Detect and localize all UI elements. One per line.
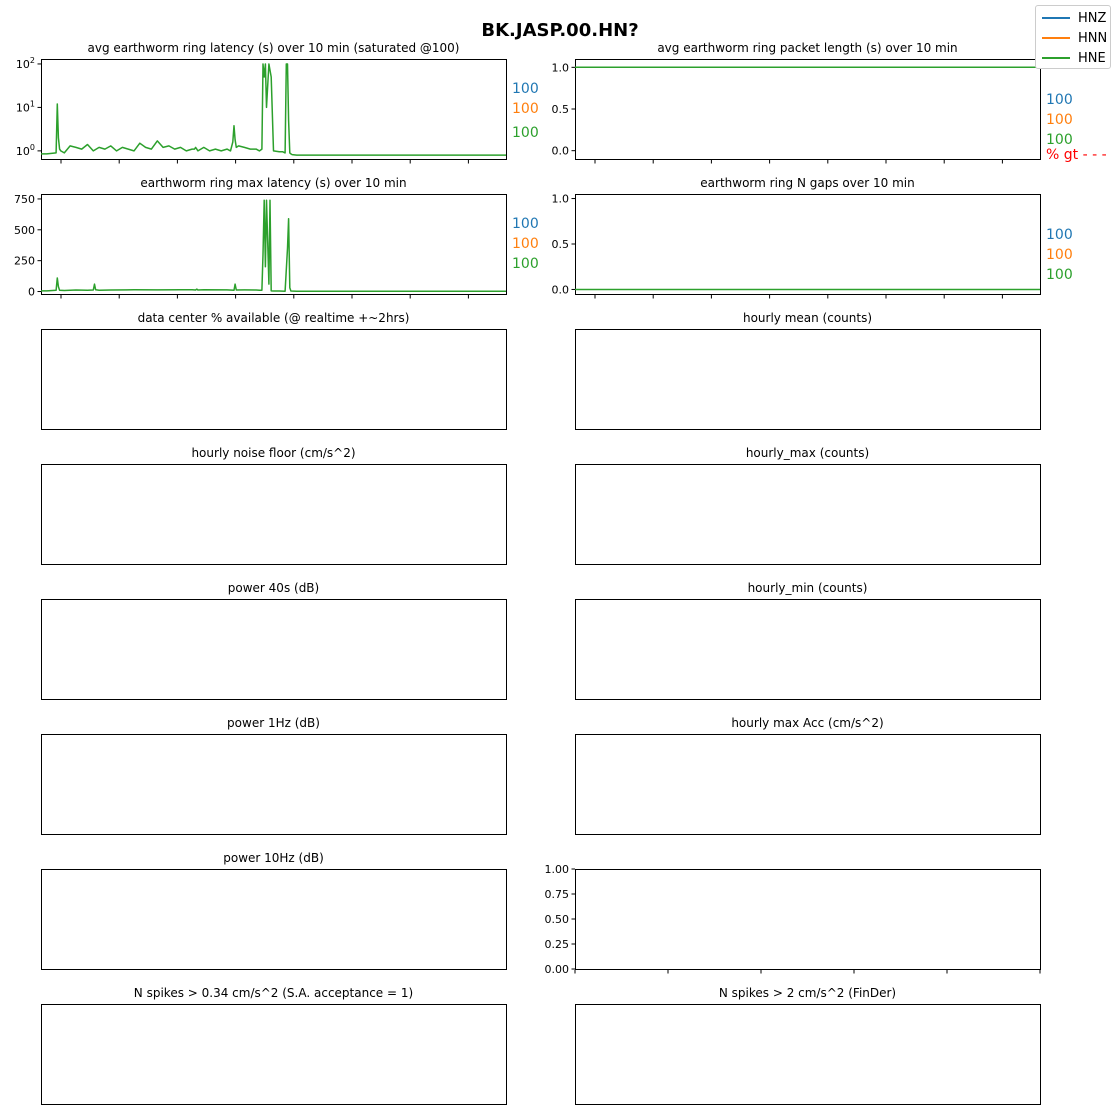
y-tick-label: 0.00 bbox=[544, 963, 569, 976]
panel-6 bbox=[576, 311, 1041, 430]
plot-frame bbox=[42, 1005, 507, 1105]
right-annotation: 100 bbox=[512, 236, 539, 252]
panel-title: power 1Hz (dB) bbox=[227, 716, 320, 730]
panel-9 bbox=[42, 581, 507, 700]
plot-frame bbox=[42, 870, 507, 970]
y-tick-label: 250 bbox=[14, 254, 35, 268]
y-tick-label: $10^2$ bbox=[15, 55, 35, 71]
plot-frame bbox=[42, 195, 507, 295]
panel-title: hourly max Acc (cm/s^2) bbox=[731, 716, 884, 730]
panel-8 bbox=[576, 446, 1041, 565]
panel-title: hourly_max (counts) bbox=[745, 446, 870, 460]
panel-title: avg earthworm ring packet length (s) over 10 min bbox=[657, 41, 958, 55]
panel-5 bbox=[42, 311, 507, 430]
panel-12 bbox=[576, 716, 1041, 835]
y-tick-label: 0.0 bbox=[551, 283, 569, 297]
y-tick-label: 0.75 bbox=[544, 888, 569, 901]
panel-4 bbox=[552, 176, 1073, 299]
right-annotation: 100 bbox=[512, 125, 539, 141]
plot-frame bbox=[42, 465, 507, 565]
y-tick-label: 0.25 bbox=[544, 938, 569, 951]
y-tick-label: 0.5 bbox=[551, 103, 569, 116]
panel-3 bbox=[14, 176, 539, 299]
panel-10 bbox=[576, 581, 1041, 700]
right-annotation: 100 bbox=[512, 101, 539, 117]
legend bbox=[1035, 5, 1111, 69]
panels bbox=[14, 41, 1107, 1105]
panel-title: earthworm ring N gaps over 10 min bbox=[700, 176, 915, 190]
plot-frame bbox=[576, 465, 1041, 565]
right-annotation: 100 bbox=[1046, 227, 1073, 243]
legend-line-hnn bbox=[1042, 37, 1070, 39]
series-line-hne bbox=[41, 200, 506, 291]
panel-title: hourly_min (counts) bbox=[747, 581, 868, 595]
plot-frame bbox=[42, 600, 507, 700]
y-tick-label: 750 bbox=[14, 192, 35, 206]
right-annotation: 100 bbox=[1046, 92, 1073, 108]
panel-title: N spikes > 0.34 cm/s^2 (S.A. acceptance = 1) bbox=[133, 986, 414, 1000]
y-tick-label: 1.0 bbox=[551, 192, 569, 206]
legend-label-hnz: HNZ bbox=[1078, 10, 1107, 26]
right-annotation: 100 bbox=[512, 216, 539, 232]
plot-frame bbox=[576, 1005, 1041, 1105]
panel-title: power 40s (dB) bbox=[227, 581, 320, 595]
y-tick-label: 0.50 bbox=[544, 913, 569, 926]
panel-14 bbox=[545, 863, 1041, 976]
panel-15 bbox=[42, 986, 507, 1105]
plot-frame bbox=[576, 735, 1041, 835]
y-tick-label: 1.00 bbox=[544, 863, 569, 876]
plot-frame bbox=[42, 330, 507, 430]
plot-frame bbox=[576, 600, 1041, 700]
panel-13 bbox=[42, 851, 507, 970]
right-annotation: 100 bbox=[1046, 267, 1073, 283]
right-annotation: 100 bbox=[1046, 247, 1073, 263]
panel-11 bbox=[42, 716, 507, 835]
y-tick-label: $10^0$ bbox=[15, 142, 35, 158]
legend-line-hne bbox=[1042, 57, 1070, 59]
y-tick-label: 500 bbox=[14, 223, 35, 237]
right-annotation: 100 bbox=[1046, 112, 1073, 128]
series-line-hne bbox=[41, 64, 506, 155]
y-tick-label: 0.5 bbox=[551, 238, 569, 251]
plot-frame bbox=[576, 195, 1041, 295]
panel-title: hourly mean (counts) bbox=[742, 311, 873, 325]
panel-title: data center % available (@ realtime +~2hrs) bbox=[137, 311, 410, 325]
right-annotation: % gt - - - bbox=[1046, 147, 1107, 163]
y-tick-label: $10^1$ bbox=[15, 99, 35, 115]
plot-frame bbox=[576, 870, 1041, 970]
legend-line-hnz bbox=[1042, 17, 1070, 19]
panel-7 bbox=[42, 446, 507, 565]
panel-1 bbox=[16, 41, 539, 164]
legend-label-hnn: HNN bbox=[1078, 30, 1108, 46]
y-tick-label: 1.0 bbox=[551, 61, 569, 75]
legend-item-hne bbox=[1042, 49, 1106, 67]
right-annotation: 100 bbox=[512, 256, 539, 272]
legend-item-hnz bbox=[1042, 9, 1106, 27]
y-tick-label: 0.0 bbox=[551, 144, 569, 158]
right-annotation: 100 bbox=[1046, 132, 1073, 148]
legend-label-hne: HNE bbox=[1078, 50, 1106, 66]
plot-frame bbox=[576, 330, 1041, 430]
panel-title: avg earthworm ring latency (s) over 10 min (saturated @100) bbox=[87, 41, 460, 55]
panel-2 bbox=[552, 41, 1107, 164]
legend-item-hnn bbox=[1042, 29, 1107, 47]
panel-title: N spikes > 2 cm/s^2 (FinDer) bbox=[718, 986, 897, 1000]
figure-title: BK.JASP.00.HN? bbox=[481, 20, 639, 41]
panel-title: earthworm ring max latency (s) over 10 min bbox=[140, 176, 407, 190]
plot-frame bbox=[42, 735, 507, 835]
panel-title: hourly noise floor (cm/s^2) bbox=[191, 446, 356, 460]
y-tick-label: 0 bbox=[28, 285, 35, 299]
right-annotation: 100 bbox=[512, 81, 539, 97]
plot-frame bbox=[576, 60, 1041, 160]
panel-16 bbox=[576, 986, 1041, 1105]
panel-title: power 10Hz (dB) bbox=[223, 851, 324, 865]
